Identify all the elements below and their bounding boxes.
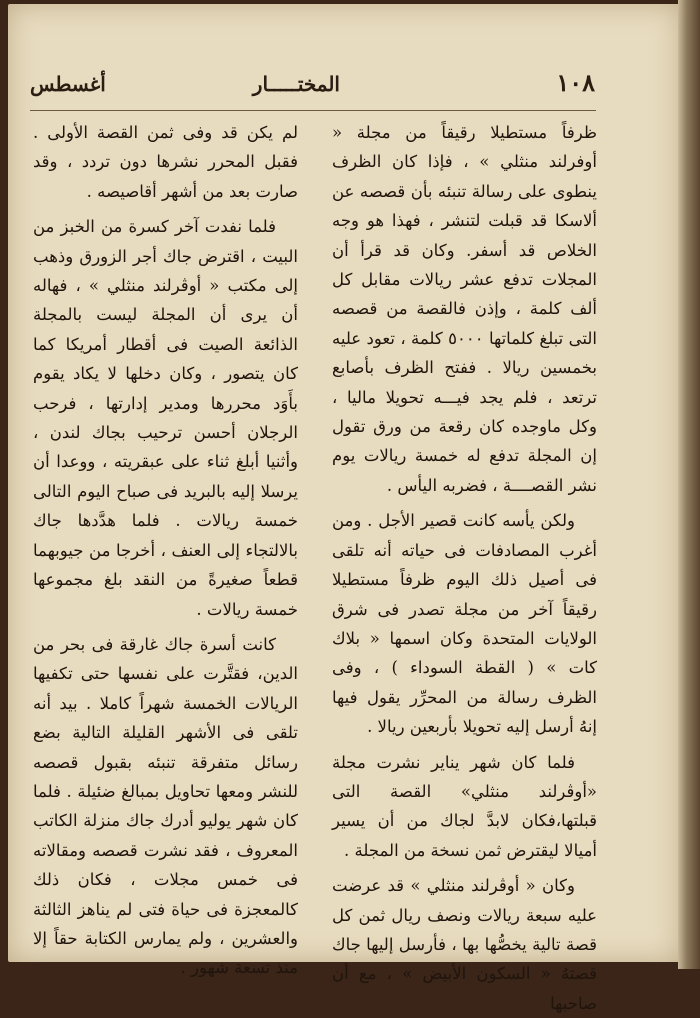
paragraph: وكان « أوڤرلند منثلي » قد عرضت عليه سبعة ريالات ونصف ريال ثمن كل قصة تالية يخصُّها بها ، فأرسل إليها جاك قصتهُ « السكون الأبيض » ، مع أن صاحبها — [332, 876, 597, 1013]
page-number: ١٠٨ — [556, 68, 595, 97]
paragraph: فلما كان شهر يناير نشرت مجلة «أوڤرلند منثلي» القصة التى قبلتها،فكان لابدَّ لجاك من أن يسير أميالا ليقترض ثمن نسخة من المجلة . — [332, 752, 597, 860]
paragraph: لم يكن قد وفى ثمن القصة الأولى . فقبل المحرر نشرها دون تردد ، وقد صارت بعد من أشهر أقاصيصه . — [33, 123, 298, 201]
issue-month: أغسطس — [30, 72, 106, 96]
book-binding-edge — [678, 0, 700, 969]
header-rule — [30, 110, 596, 111]
running-title: المختـــــار — [252, 72, 340, 96]
paragraph: فلما نفدت آخر كسرة من الخبز من البيت ، اقترض جاك أجر الزورق وذهب إلى مكتب « أوڤرلند منثلي » ، فهاله أن يرى أن المجلة ليست بالمجلة الذائعة الصيت فى أقطار أمريكا كما كان يتصور ، وكان دخلها لا يكاد يقوم بأَوَد محررها ومدير إدارتها ، فرحب الرجلان أحسن ترحيب بجاك لندن ، وأثنيا أبلغ ثناء على عبقريته ، ووعدا أن يرسلا إليه بالبريد فى صباح اليوم التالى خمسة ريالات . فلما هدَّدها جاك بالالتجاء إلى العنف ، أخرجا من جيوبهما قطعاً صغيرةً من النقد بلغ مجموعها خمسة ريالات . — [33, 217, 298, 619]
paragraph: ولكن يأسه كانت قصير الأجل . ومن أغرب المصادفات فى حياته أنه تلقى فى أصيل ذلك اليوم ظرفاً مستطيلا رقيقاً آخر من مجلة تصدر فى شرق الولايات المتحدة وكان اسمها « بلاك كات » ( القطة السوداء ) ، وفى الظرف رسالة من المحرِّر يقول فيها إنهُ أرسل إليه تحويلا بأربعين ريالا . — [332, 511, 597, 737]
paragraph: ظرفاً مستطيلا رقيقاً من مجلة « أوفرلند منثلي » ، فإذا كان الظرف ينطوى على رسالة تنبئه بأن قصصه عن ألاسكا قد قبلت لتنشر ، فهذا هو وجه الخلاص قد أسفر. وكان قد قرأ أن المجلات تدفع عشر ريالات مقابل كل ألف كلمة ، وإذن فالقصة من قصصه التى تبلغ كلماتها ٥٠٠٠ كلمة ، تعود عليه بخمسين ريالا . ففتح الظرف بأصابع ترتعد ، فلم يجد فيـــه تحويلا ماليا ، وكل ماوجده كان رقعة من ورق تقول إن المجلة تدفع له خمسة ريالات يوم نشر القصــــة ، فضربه اليأس . — [332, 123, 597, 495]
page-header — [30, 68, 595, 108]
left-text-column — [33, 118, 298, 978]
right-text-column — [332, 118, 597, 1013]
paragraph: كانت أسرة جاك غارقة فى بحر من الدين، فقتَّرت على نفسها حتى تكفيها الريالات الخمسة شهراً كاملا . بيد أنه تلقى فى الأشهر القليلة التالية بضع رسائل متفرقة تنبئه بقبول قصصه للنشر ومعها تحاويل بمبالغ ضئيلة . فلما كان شهر يوليو أدرك جاك منزلة الكاتب المعروف ، فقد نشرت قصصه ومقالاته فى خمس مجلات ، فكان ذلك كالمعجزة فى حياة فتى لم يناهز الثالثة والعشرين ، ولم يمارس الكتابة حقاً إلا منذ تسعة شهور . — [33, 634, 298, 978]
